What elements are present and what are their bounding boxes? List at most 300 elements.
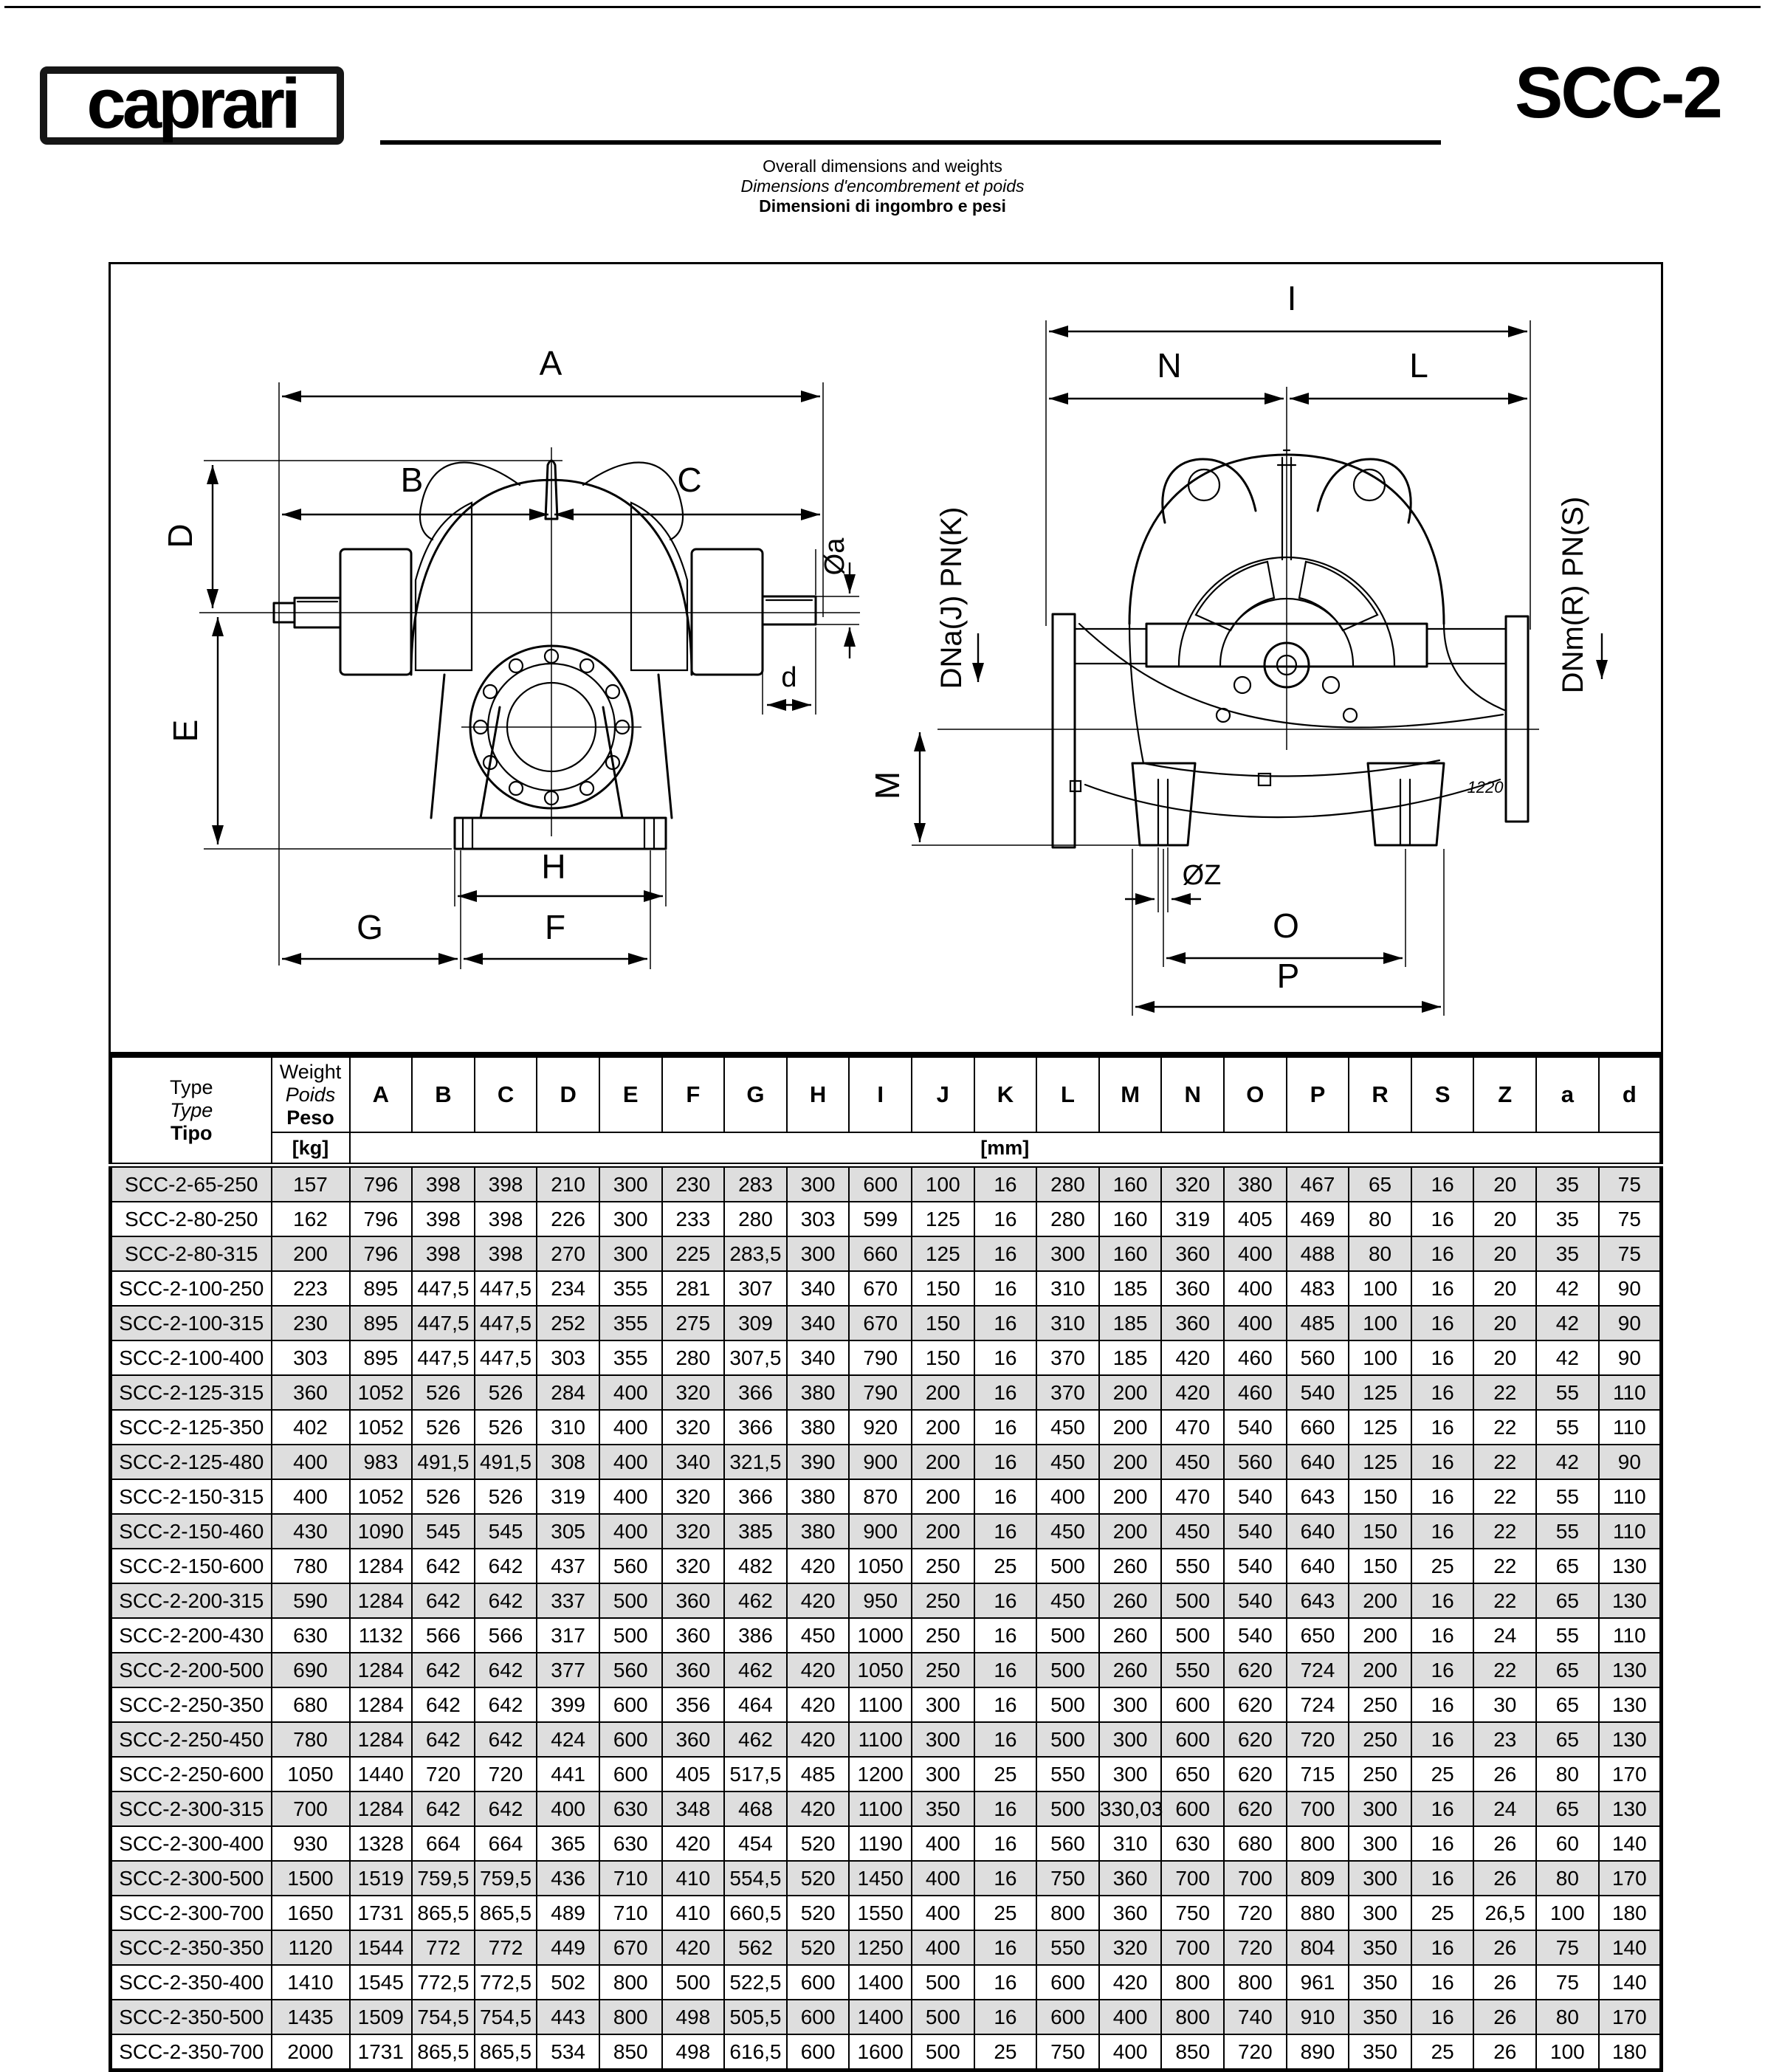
- dim-cell-R: 250: [1349, 1687, 1411, 1722]
- weight-cell: 780: [272, 1722, 350, 1757]
- table-row: [111, 1340, 1662, 1375]
- dim-cell-M: 185: [1099, 1271, 1162, 1306]
- dim-cell-R: 300: [1349, 1861, 1411, 1896]
- type-cell: SCC-2-200-315: [111, 1583, 272, 1618]
- dim-cell-D: 436: [537, 1861, 599, 1896]
- dim-cell-J: 150: [912, 1340, 974, 1375]
- dim-column-header-a: a: [1536, 1056, 1599, 1133]
- dim-cell-A: 895: [350, 1306, 413, 1340]
- dim-cell-Z: 22: [1473, 1653, 1536, 1687]
- dim-cell-I: 790: [849, 1375, 912, 1410]
- dim-cell-C: 865,5: [475, 1896, 537, 1930]
- dim-cell-P: 560: [1287, 1340, 1349, 1375]
- dim-cell-d: 170: [1599, 2000, 1662, 2034]
- dim-cell-L: 500: [1036, 1722, 1099, 1757]
- dim-cell-G: 505,5: [724, 2000, 787, 2034]
- dim-cell-L: 280: [1036, 1202, 1099, 1236]
- dim-cell-E: 500: [599, 1583, 662, 1618]
- dim-cell-A: 1284: [350, 1792, 413, 1826]
- dim-cell-I: 1050: [849, 1549, 912, 1583]
- dim-cell-A: 983: [350, 1445, 413, 1479]
- dim-column-header-R: R: [1349, 1056, 1411, 1133]
- dim-cell-K: 16: [974, 1340, 1037, 1375]
- dim-cell-B: 720: [412, 1757, 475, 1792]
- mm-unit-cell: [mm]: [350, 1132, 1662, 1166]
- dim-cell-H: 420: [787, 1687, 850, 1722]
- dim-cell-M: 200: [1099, 1479, 1162, 1514]
- dim-cell-Z: 26: [1473, 2034, 1536, 2071]
- dim-cell-d: 130: [1599, 1583, 1662, 1618]
- table-row: [111, 1687, 1662, 1722]
- dim-cell-G: 307,5: [724, 1340, 787, 1375]
- dim-cell-L: 280: [1036, 1166, 1099, 1202]
- dim-cell-J: 150: [912, 1271, 974, 1306]
- dim-cell-Z: 22: [1473, 1410, 1536, 1445]
- dim-cell-J: 300: [912, 1757, 974, 1792]
- dim-cell-C: 664: [475, 1826, 537, 1861]
- type-cell: SCC-2-200-430: [111, 1618, 272, 1653]
- dim-cell-M: 260: [1099, 1583, 1162, 1618]
- dim-cell-A: 1328: [350, 1826, 413, 1861]
- dim-cell-F: 348: [662, 1792, 725, 1826]
- weight-cell: 1435: [272, 2000, 350, 2034]
- dim-cell-R: 350: [1349, 2000, 1411, 2034]
- dim-cell-R: 150: [1349, 1479, 1411, 1514]
- dim-cell-L: 310: [1036, 1271, 1099, 1306]
- dim-cell-K: 16: [974, 1930, 1037, 1965]
- dim-cell-D: 443: [537, 2000, 599, 2034]
- dim-cell-H: 340: [787, 1306, 850, 1340]
- dim-cell-E: 300: [599, 1202, 662, 1236]
- type-cell: SCC-2-125-350: [111, 1410, 272, 1445]
- dim-cell-C: 447,5: [475, 1271, 537, 1306]
- dim-cell-F: 360: [662, 1722, 725, 1757]
- dim-cell-d: 90: [1599, 1271, 1662, 1306]
- dim-cell-O: 400: [1224, 1271, 1287, 1306]
- dim-cell-K: 16: [974, 1792, 1037, 1826]
- dim-cell-S: 16: [1411, 1410, 1474, 1445]
- dim-cell-O: 540: [1224, 1549, 1287, 1583]
- dim-cell-G: 386: [724, 1618, 787, 1653]
- dim-cell-E: 600: [599, 1687, 662, 1722]
- dim-cell-H: 520: [787, 1896, 850, 1930]
- dim-cell-A: 1509: [350, 2000, 413, 2034]
- dim-column-header-D: D: [537, 1056, 599, 1133]
- dim-cell-J: 300: [912, 1722, 974, 1757]
- dim-column-header-L: L: [1036, 1056, 1099, 1133]
- weight-cell: 223: [272, 1271, 350, 1306]
- dim-cell-D: 252: [537, 1306, 599, 1340]
- weight-cell: 780: [272, 1549, 350, 1583]
- dim-cell-d: 75: [1599, 1202, 1662, 1236]
- dim-cell-D: 424: [537, 1722, 599, 1757]
- dim-cell-G: 283: [724, 1166, 787, 1202]
- dim-cell-E: 400: [599, 1410, 662, 1445]
- dim-cell-E: 850: [599, 2034, 662, 2071]
- table-row: [111, 1549, 1662, 1583]
- dim-cell-G: 366: [724, 1479, 787, 1514]
- dim-cell-N: 600: [1161, 1792, 1224, 1826]
- dim-cell-R: 100: [1349, 1271, 1411, 1306]
- dim-cell-N: 550: [1161, 1549, 1224, 1583]
- weight-cell: 2000: [272, 2034, 350, 2071]
- dim-cell-P: 640: [1287, 1549, 1349, 1583]
- dim-cell-a: 65: [1536, 1687, 1599, 1722]
- dim-cell-N: 550: [1161, 1653, 1224, 1687]
- dim-cell-Z: 26: [1473, 1826, 1536, 1861]
- dim-cell-S: 25: [1411, 1549, 1474, 1583]
- dim-cell-a: 65: [1536, 1583, 1599, 1618]
- dim-cell-O: 540: [1224, 1410, 1287, 1445]
- caprari-logo-text: caprari: [86, 64, 297, 143]
- table-row: [111, 1757, 1662, 1792]
- dim-cell-A: 1284: [350, 1687, 413, 1722]
- dim-cell-M: 300: [1099, 1757, 1162, 1792]
- weight-header-it: Peso: [286, 1106, 334, 1129]
- dim-cell-H: 600: [787, 1965, 850, 2000]
- dim-cell-E: 400: [599, 1514, 662, 1549]
- dim-cell-d: 170: [1599, 1757, 1662, 1792]
- dim-cell-S: 16: [1411, 1930, 1474, 1965]
- dim-cell-B: 865,5: [412, 1896, 475, 1930]
- type-header-it: Tipo: [171, 1121, 213, 1144]
- dim-cell-Z: 23: [1473, 1722, 1536, 1757]
- dim-cell-I: 1100: [849, 1722, 912, 1757]
- dim-cell-O: 400: [1224, 1306, 1287, 1340]
- dim-cell-E: 400: [599, 1445, 662, 1479]
- dim-cell-L: 310: [1036, 1306, 1099, 1340]
- dim-cell-J: 500: [912, 2034, 974, 2071]
- table-row: [111, 1653, 1662, 1687]
- dim-cell-E: 800: [599, 1965, 662, 2000]
- dim-cell-D: 337: [537, 1583, 599, 1618]
- dim-cell-K: 16: [974, 1445, 1037, 1479]
- dim-cell-R: 100: [1349, 1340, 1411, 1375]
- dim-cell-D: 449: [537, 1930, 599, 1965]
- dim-cell-B: 642: [412, 1549, 475, 1583]
- dim-cell-J: 250: [912, 1618, 974, 1653]
- dim-cell-J: 200: [912, 1445, 974, 1479]
- weight-cell: 230: [272, 1306, 350, 1340]
- weight-cell: 700: [272, 1792, 350, 1826]
- dim-cell-A: 1052: [350, 1375, 413, 1410]
- dim-cell-O: 560: [1224, 1445, 1287, 1479]
- suction-flange-label: DNa(J) PN(K): [935, 506, 968, 689]
- dim-cell-R: 300: [1349, 1896, 1411, 1930]
- dim-label-c: C: [677, 461, 702, 499]
- dim-cell-L: 750: [1036, 1861, 1099, 1896]
- dim-cell-K: 16: [974, 1826, 1037, 1861]
- dim-cell-P: 643: [1287, 1479, 1349, 1514]
- dim-cell-Z: 22: [1473, 1445, 1536, 1479]
- dim-cell-P: 910: [1287, 2000, 1349, 2034]
- dim-cell-N: 800: [1161, 1965, 1224, 2000]
- dim-cell-L: 450: [1036, 1583, 1099, 1618]
- weight-cell: 400: [272, 1445, 350, 1479]
- dim-cell-a: 35: [1536, 1236, 1599, 1271]
- dim-cell-d: 140: [1599, 1930, 1662, 1965]
- subtitle-block: [0, 156, 1765, 216]
- dim-cell-A: 1731: [350, 2034, 413, 2071]
- dim-cell-F: 230: [662, 1166, 725, 1202]
- dim-cell-Z: 24: [1473, 1618, 1536, 1653]
- dim-cell-K: 16: [974, 1410, 1037, 1445]
- dim-cell-S: 16: [1411, 1479, 1474, 1514]
- dim-cell-N: 420: [1161, 1340, 1224, 1375]
- dim-cell-d: 110: [1599, 1410, 1662, 1445]
- table-row: [111, 1236, 1662, 1271]
- dim-cell-D: 437: [537, 1549, 599, 1583]
- dim-cell-R: 250: [1349, 1757, 1411, 1792]
- dim-cell-S: 16: [1411, 1583, 1474, 1618]
- dim-cell-L: 500: [1036, 1653, 1099, 1687]
- dim-cell-d: 180: [1599, 1896, 1662, 1930]
- dim-cell-C: 526: [475, 1410, 537, 1445]
- dim-cell-C: 642: [475, 1653, 537, 1687]
- dim-column-header-S: S: [1411, 1056, 1474, 1133]
- dim-cell-G: 562: [724, 1930, 787, 1965]
- dim-cell-N: 470: [1161, 1479, 1224, 1514]
- dim-cell-C: 447,5: [475, 1306, 537, 1340]
- dim-cell-H: 300: [787, 1166, 850, 1202]
- table-row: [111, 1306, 1662, 1340]
- dim-cell-A: 1132: [350, 1618, 413, 1653]
- type-cell: SCC-2-65-250: [111, 1166, 272, 1202]
- dim-cell-F: 320: [662, 1514, 725, 1549]
- dim-cell-d: 130: [1599, 1722, 1662, 1757]
- dim-cell-K: 25: [974, 1896, 1037, 1930]
- dim-cell-F: 280: [662, 1340, 725, 1375]
- dim-cell-B: 642: [412, 1653, 475, 1687]
- dim-cell-R: 350: [1349, 1965, 1411, 2000]
- dim-cell-B: 642: [412, 1792, 475, 1826]
- weight-cell: 402: [272, 1410, 350, 1445]
- dim-cell-C: 772: [475, 1930, 537, 1965]
- dim-cell-P: 880: [1287, 1896, 1349, 1930]
- dim-cell-E: 600: [599, 1722, 662, 1757]
- dim-label-o: O: [1273, 906, 1299, 945]
- dim-cell-P: 640: [1287, 1445, 1349, 1479]
- dim-cell-O: 460: [1224, 1340, 1287, 1375]
- dim-cell-F: 360: [662, 1618, 725, 1653]
- dim-cell-C: 865,5: [475, 2034, 537, 2071]
- dim-cell-M: 185: [1099, 1340, 1162, 1375]
- dim-cell-C: 398: [475, 1166, 537, 1202]
- dim-cell-B: 398: [412, 1236, 475, 1271]
- type-cell: SCC-2-250-450: [111, 1722, 272, 1757]
- dim-cell-H: 380: [787, 1479, 850, 1514]
- drawings-frame: [109, 262, 1663, 1054]
- dim-cell-L: 800: [1036, 1896, 1099, 1930]
- dim-cell-O: 720: [1224, 1930, 1287, 1965]
- dim-cell-J: 350: [912, 1792, 974, 1826]
- dim-cell-H: 520: [787, 1930, 850, 1965]
- pump-end-view: [868, 279, 1602, 1016]
- weight-cell: 430: [272, 1514, 350, 1549]
- dim-cell-R: 125: [1349, 1375, 1411, 1410]
- dim-cell-S: 16: [1411, 1792, 1474, 1826]
- dim-cell-Z: 22: [1473, 1375, 1536, 1410]
- dim-cell-B: 398: [412, 1202, 475, 1236]
- dim-cell-K: 16: [974, 2000, 1037, 2034]
- dim-cell-B: 642: [412, 1722, 475, 1757]
- dim-cell-C: 526: [475, 1479, 537, 1514]
- dim-cell-H: 600: [787, 2000, 850, 2034]
- dim-cell-L: 560: [1036, 1826, 1099, 1861]
- dim-cell-I: 900: [849, 1445, 912, 1479]
- dim-cell-E: 500: [599, 1618, 662, 1653]
- dim-cell-H: 300: [787, 1236, 850, 1271]
- dim-column-header-M: M: [1099, 1056, 1162, 1133]
- dim-cell-O: 540: [1224, 1618, 1287, 1653]
- dim-cell-Z: 20: [1473, 1236, 1536, 1271]
- dim-cell-S: 25: [1411, 2034, 1474, 2071]
- dim-cell-O: 720: [1224, 1896, 1287, 1930]
- dim-cell-D: 305: [537, 1514, 599, 1549]
- dim-cell-L: 600: [1036, 2000, 1099, 2034]
- dim-cell-R: 80: [1349, 1202, 1411, 1236]
- dim-cell-Z: 22: [1473, 1479, 1536, 1514]
- drawing-ref-number: 1220: [1467, 778, 1504, 796]
- dim-cell-G: 321,5: [724, 1445, 787, 1479]
- dim-cell-G: 522,5: [724, 1965, 787, 2000]
- dim-cell-I: 670: [849, 1306, 912, 1340]
- dim-cell-N: 850: [1161, 2034, 1224, 2071]
- dim-cell-K: 16: [974, 1965, 1037, 2000]
- dim-cell-F: 320: [662, 1549, 725, 1583]
- dim-cell-P: 724: [1287, 1653, 1349, 1687]
- dim-column-header-F: F: [662, 1056, 725, 1133]
- dim-cell-B: 664: [412, 1826, 475, 1861]
- type-cell: SCC-2-350-400: [111, 1965, 272, 2000]
- dim-cell-H: 520: [787, 1861, 850, 1896]
- dim-cell-I: 1400: [849, 1965, 912, 2000]
- dim-cell-d: 130: [1599, 1549, 1662, 1583]
- dim-cell-P: 715: [1287, 1757, 1349, 1792]
- dim-cell-N: 600: [1161, 1687, 1224, 1722]
- dim-cell-a: 80: [1536, 1757, 1599, 1792]
- dim-cell-I: 660: [849, 1236, 912, 1271]
- dim-cell-a: 100: [1536, 2034, 1599, 2071]
- dim-cell-L: 450: [1036, 1514, 1099, 1549]
- dim-cell-C: 772,5: [475, 1965, 537, 2000]
- dim-cell-O: 620: [1224, 1653, 1287, 1687]
- dim-cell-Z: 26: [1473, 1965, 1536, 2000]
- dim-cell-I: 1050: [849, 1653, 912, 1687]
- dim-cell-S: 16: [1411, 1861, 1474, 1896]
- table-row: [111, 1479, 1662, 1514]
- dim-cell-O: 740: [1224, 2000, 1287, 2034]
- dim-cell-P: 640: [1287, 1514, 1349, 1549]
- dim-cell-D: 284: [537, 1375, 599, 1410]
- dim-cell-H: 450: [787, 1618, 850, 1653]
- dim-cell-d: 75: [1599, 1166, 1662, 1202]
- dim-cell-J: 250: [912, 1549, 974, 1583]
- type-cell: SCC-2-100-315: [111, 1306, 272, 1340]
- dim-cell-H: 420: [787, 1653, 850, 1687]
- dim-cell-G: 464: [724, 1687, 787, 1722]
- dim-cell-I: 900: [849, 1514, 912, 1549]
- dim-cell-Z: 26: [1473, 1757, 1536, 1792]
- dim-cell-E: 630: [599, 1792, 662, 1826]
- weight-column-header: [272, 1056, 350, 1133]
- dim-cell-K: 16: [974, 1722, 1037, 1757]
- dim-cell-M: 300: [1099, 1687, 1162, 1722]
- dim-cell-S: 16: [1411, 1445, 1474, 1479]
- type-cell: SCC-2-80-315: [111, 1236, 272, 1271]
- dim-cell-M: 160: [1099, 1202, 1162, 1236]
- dim-cell-K: 16: [974, 1271, 1037, 1306]
- table-body: [111, 1166, 1662, 2071]
- dim-cell-S: 16: [1411, 1166, 1474, 1202]
- dim-cell-D: 502: [537, 1965, 599, 2000]
- dim-cell-G: 462: [724, 1653, 787, 1687]
- dim-cell-S: 16: [1411, 1306, 1474, 1340]
- dim-cell-S: 16: [1411, 1340, 1474, 1375]
- dim-cell-S: 16: [1411, 1514, 1474, 1549]
- dim-cell-R: 350: [1349, 2034, 1411, 2071]
- type-cell: SCC-2-350-700: [111, 2034, 272, 2071]
- dim-cell-M: 200: [1099, 1445, 1162, 1479]
- dim-cell-N: 630: [1161, 1826, 1224, 1861]
- dim-cell-a: 55: [1536, 1375, 1599, 1410]
- dim-cell-C: 642: [475, 1549, 537, 1583]
- type-cell: SCC-2-250-600: [111, 1757, 272, 1792]
- dim-cell-a: 42: [1536, 1340, 1599, 1375]
- dim-cell-L: 450: [1036, 1410, 1099, 1445]
- dim-cell-G: 307: [724, 1271, 787, 1306]
- dim-cell-A: 895: [350, 1271, 413, 1306]
- dim-cell-A: 1090: [350, 1514, 413, 1549]
- dim-cell-S: 16: [1411, 1826, 1474, 1861]
- dim-label-a: A: [539, 344, 562, 382]
- type-cell: SCC-2-300-400: [111, 1826, 272, 1861]
- weight-cell: 303: [272, 1340, 350, 1375]
- dim-cell-I: 790: [849, 1340, 912, 1375]
- dim-cell-D: 377: [537, 1653, 599, 1687]
- dim-cell-B: 865,5: [412, 2034, 475, 2071]
- dim-cell-G: 309: [724, 1306, 787, 1340]
- dim-cell-B: 447,5: [412, 1340, 475, 1375]
- dim-cell-J: 125: [912, 1236, 974, 1271]
- dim-cell-R: 150: [1349, 1549, 1411, 1583]
- dim-column-header-K: K: [974, 1056, 1037, 1133]
- dim-cell-N: 800: [1161, 2000, 1224, 2034]
- dim-column-header-Z: Z: [1473, 1056, 1536, 1133]
- dim-cell-L: 400: [1036, 1479, 1099, 1514]
- dim-cell-P: 540: [1287, 1375, 1349, 1410]
- dia-label-a: Øa: [819, 537, 850, 576]
- dim-cell-F: 281: [662, 1271, 725, 1306]
- dim-cell-P: 488: [1287, 1236, 1349, 1271]
- dim-cell-d: 130: [1599, 1792, 1662, 1826]
- dim-cell-O: 680: [1224, 1826, 1287, 1861]
- dim-cell-M: 400: [1099, 2034, 1162, 2071]
- header-rule: [380, 140, 1441, 145]
- dim-cell-H: 420: [787, 1792, 850, 1826]
- dim-cell-F: 410: [662, 1861, 725, 1896]
- dim-cell-H: 340: [787, 1271, 850, 1306]
- dim-cell-S: 16: [1411, 1236, 1474, 1271]
- dim-cell-H: 340: [787, 1340, 850, 1375]
- dim-cell-L: 500: [1036, 1618, 1099, 1653]
- dim-cell-L: 500: [1036, 1792, 1099, 1826]
- dim-cell-E: 355: [599, 1340, 662, 1375]
- dim-cell-E: 560: [599, 1549, 662, 1583]
- dim-label-f: F: [544, 908, 566, 946]
- dim-label-i: I: [1287, 279, 1297, 317]
- dim-cell-M: 185: [1099, 1306, 1162, 1340]
